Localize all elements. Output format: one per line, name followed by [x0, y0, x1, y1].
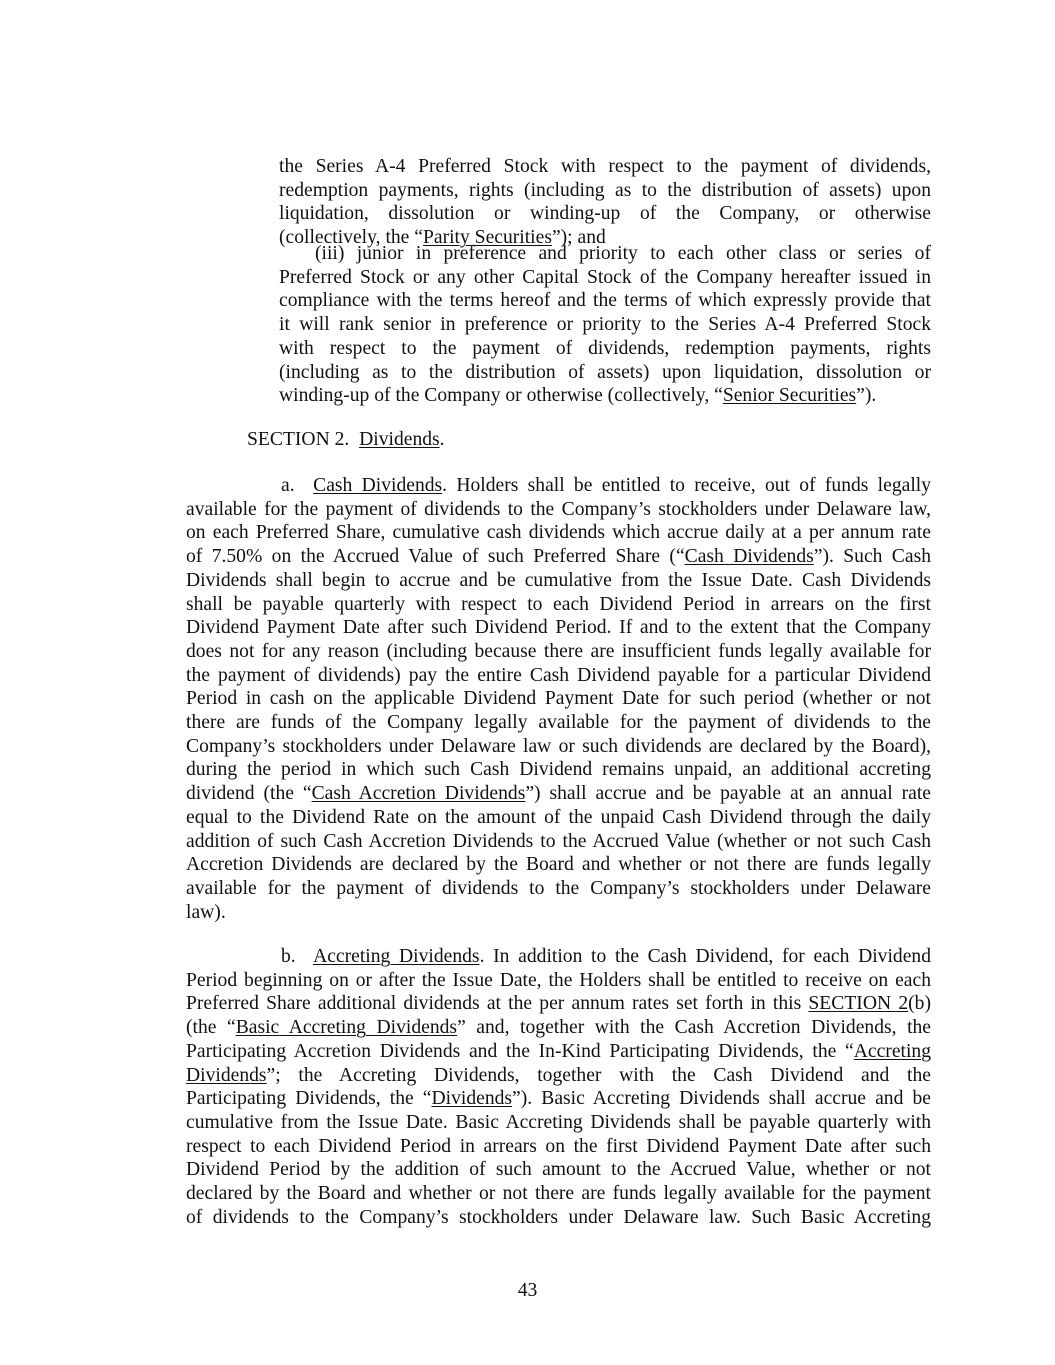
text-line: Participating Dividends, the “Dividends”). Basic Accreting Dividends shall accrue and be	[186, 1088, 931, 1110]
text-line: declared by the Board and whether or not there are funds legally available for the payment	[186, 1183, 931, 1205]
text-line: does not for any reason (including because there are insufficient funds legally available for	[186, 640, 931, 662]
text-line: Company’s stockholders under Delaware law or such dividends are declared by the Board),	[186, 735, 931, 757]
text-line: equal to the Dividend Rate on the amount of the unpaid Cash Dividend through the daily	[186, 806, 931, 828]
page-number: 43	[517, 1280, 538, 1301]
cash-dividends-paragraph	[186, 474, 931, 924]
text-line: dividend (the “Cash Accretion Dividends”) shall accrue and be payable at an annual rate	[186, 783, 931, 805]
text-line: liquidation, dissolution or winding-up of the Company, or otherwise	[279, 203, 931, 225]
text-line: (including as to the distribution of assets) upon liquidation, dissolution or	[279, 361, 931, 383]
text-line: respect to each Dividend Period in arrears on the first Dividend Payment Date after such	[186, 1135, 931, 1157]
text-line: compliance with the terms hereof and the terms of which expressly provide that	[279, 290, 931, 312]
parity-paragraph	[279, 155, 931, 250]
text-line: of dividends to the Company’s stockholders under Delaware law. Such Basic Accreting	[186, 1206, 931, 1228]
defined-term-basic-accreting-dividends: Basic Accreting Dividends	[235, 1017, 458, 1039]
text-line: of 7.50% on the Accrued Value of such Preferred Share (“Cash Dividends”). Such Cash	[186, 546, 931, 568]
text-line: Preferred Share additional dividends at the per annum rates set forth in this SECTION 2(b)	[186, 993, 931, 1015]
text-line: Dividend Payment Date after such Dividend Period. If and to the extent that the Company	[186, 617, 931, 639]
defined-term-accreting-dividends: Dividends	[186, 1064, 267, 1086]
text-line: Accretion Dividends are declared by the Board and whether or not there are funds legally	[186, 854, 931, 876]
text-line: law).	[186, 901, 226, 923]
defined-term-accreting: Accreting	[853, 1040, 931, 1062]
section-reference: SECTION 2	[808, 993, 909, 1015]
defined-term-dividends: Dividends	[431, 1088, 513, 1110]
text-line: (the “Basic Accreting Dividends” and, together with the Cash Accretion Dividends, the	[186, 1017, 932, 1039]
text-line: with respect to the payment of dividends, redemption payments, rights	[279, 337, 931, 359]
text-line: Dividend Period by the addition of such amount to the Accrued Value, whether or not	[186, 1159, 931, 1181]
text-line: the Series A-4 Preferred Stock with respect to the payment of dividends,	[279, 156, 931, 177]
text-line: (collectively, the “Parity Securities”); and	[279, 227, 606, 249]
subsection-title-accreting-dividends: Accreting Dividends	[313, 946, 480, 967]
text-line: Dividends shall begin to accrue and be cumulative from the Issue Date. Cash Dividends	[186, 569, 931, 591]
text-line: during the period in which such Cash Dividend remains unpaid, an additional accreting	[186, 759, 931, 781]
subsection-title-cash-dividends: Cash Dividends	[313, 475, 443, 496]
text-line: b. Accreting Dividends. In addition to the Cash Dividend, for each Dividend	[281, 946, 931, 967]
section-label: SECTION 2.	[247, 429, 350, 450]
text-line: Preferred Stock or any other Capital Stock of the Company hereafter issued in	[279, 266, 931, 288]
text-line: Period in cash on the applicable Dividend Payment Date for such period (whether or not	[186, 688, 931, 710]
section-title: Dividends	[359, 429, 440, 450]
text-line: there are funds of the Company legally available for the payment of dividends to the	[186, 712, 931, 734]
defined-term-senior-securities: Senior Securities	[722, 385, 857, 407]
defined-term-cash-dividends: Cash Dividends	[684, 546, 814, 568]
text-line: available for the payment of dividends to the Company’s stockholders under Delaware	[186, 877, 931, 899]
text-line: available for the payment of dividends to the Company’s stockholders under Delaware law,	[186, 498, 931, 520]
text-line: cumulative from the Issue Date. Basic Accreting Dividends shall be payable quarterly with	[186, 1111, 931, 1133]
defined-term-cash-accretion-dividends: Cash Accretion Dividends	[311, 783, 526, 805]
defined-term-parity-securities: Parity Securities	[422, 227, 552, 249]
section-heading: SECTION 2. Dividends.	[247, 429, 445, 450]
text-line: redemption payments, rights (including as to the distribution of assets) upon	[279, 179, 931, 201]
text-line: Dividends”; the Accreting Dividends, together with the Cash Dividend and the	[186, 1064, 931, 1086]
text-line: shall be payable quarterly with respect to each Dividend Period in arrears on the first	[186, 593, 931, 615]
text-line: addition of such Cash Accretion Dividends to the Accrued Value (whether or not such Cash	[186, 830, 931, 852]
text-line: winding-up of the Company or otherwise (collectively, “Senior Securities”).	[279, 385, 877, 407]
text-line: Participating Accretion Dividends and the In-Kind Participating Dividends, the “Accreting	[186, 1040, 931, 1062]
senior-securities-paragraph	[279, 242, 931, 408]
text-line: the payment of dividends) pay the entire Cash Dividend payable for a particular Dividend	[186, 664, 931, 686]
text-line: it will rank senior in preference or priority to the Series A-4 Preferred Stock	[279, 314, 931, 336]
text-line: on each Preferred Share, cumulative cash dividends which accrue daily at a per annum rate	[186, 522, 931, 544]
accreting-dividends-paragraph	[186, 945, 931, 1229]
text-line: Period beginning on or after the Issue Date, the Holders shall be entitled to receive on each	[186, 969, 931, 991]
text-line: (iii) junior in preference and priority to each other class or series of	[315, 243, 931, 264]
text-line: a. Cash Dividends. Holders shall be entitled to receive, out of funds legally	[281, 475, 931, 496]
